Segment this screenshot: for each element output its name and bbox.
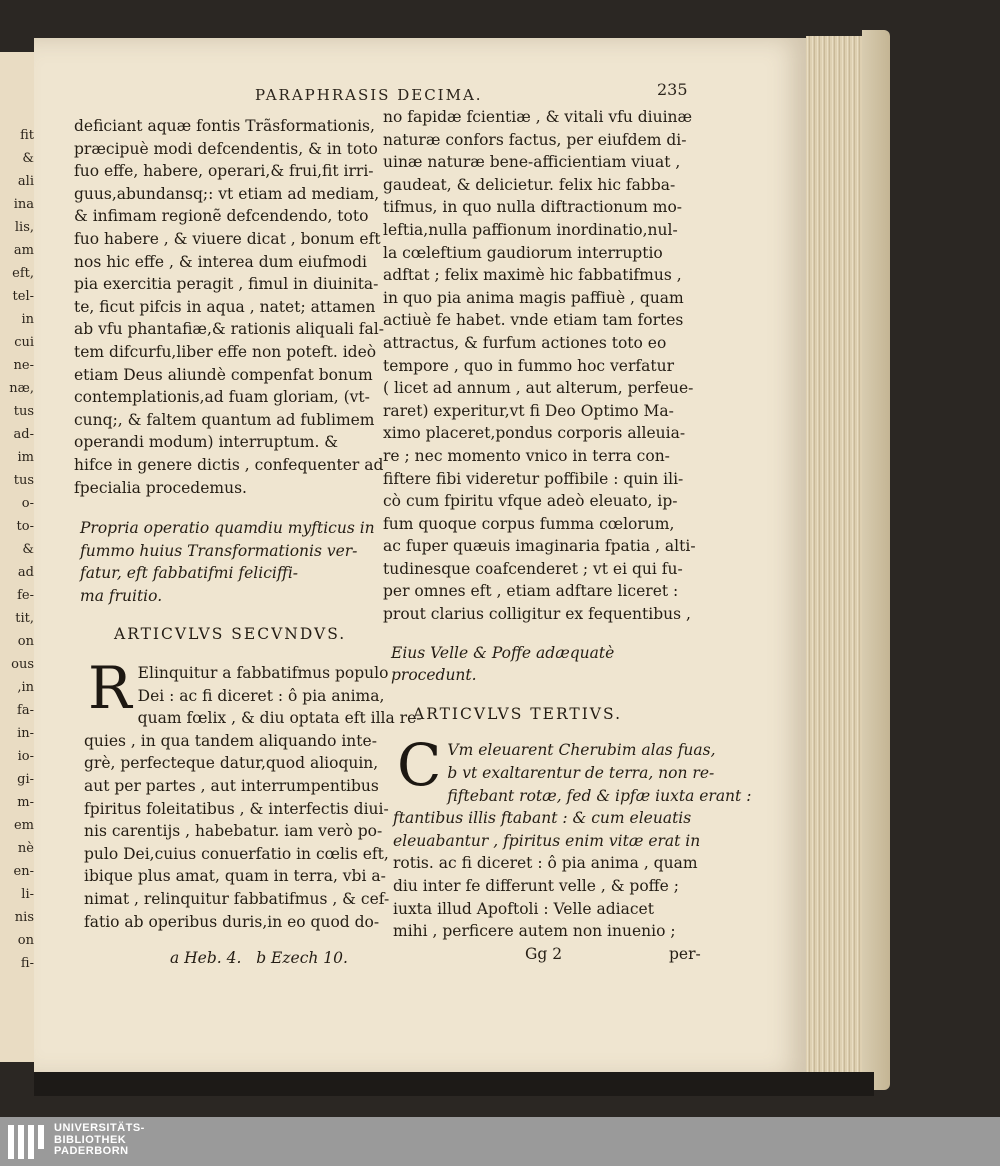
margin-fragment: tel- — [12, 289, 34, 304]
text-line: eleuabantur , fpiritus enim vitæ erat in — [393, 831, 701, 850]
text-line: quam fœlix , & diu optata eft illa re- — [137, 709, 422, 728]
drop-cap: C — [397, 731, 442, 800]
library-line-1: UNIVERSITÄTS- — [54, 1122, 145, 1134]
margin-fragment: & — [22, 542, 34, 557]
text-line: præcipuè modi defcendentis, & in toto — [74, 139, 378, 158]
text-line: b vt exaltarentur de terra, non re- — [447, 764, 715, 783]
book-cover-edge — [862, 30, 890, 1090]
text-line: & infimam regionẽ defcendendo, toto — [74, 207, 369, 226]
article-paragraph — [74, 654, 422, 933]
text-line: hifce in genere dictis , confequenter ad — [74, 455, 384, 474]
text-line: Dei : ac fi diceret : ô pia anima, — [137, 686, 385, 705]
signature-mark: Gg 2 — [525, 944, 563, 963]
text-line: attractus, & furfum actiones toto eo — [383, 333, 667, 352]
text-line: fum quoque corpus fumma cœlorum, — [383, 514, 675, 533]
text-line: nimat , relinquitur fabbatifmus , & cef- — [84, 890, 390, 908]
margin-fragment: on — [17, 933, 34, 948]
margin-fragment: fit — [20, 128, 34, 143]
text-line: re ; nec momento vnico in terra con- — [383, 446, 670, 465]
text-line: fummo huius Transformationis ver- — [80, 541, 358, 560]
text-line: etiam Deus aliundè compenfat bonum — [74, 365, 373, 384]
text-line: quies , in qua tandem aliquando inte- — [84, 731, 377, 750]
margin-fragment: ina — [13, 197, 34, 212]
running-header: PARAPHRASIS DECIMA. — [255, 86, 483, 104]
margin-fragment: fa- — [17, 703, 34, 718]
text-line: per omnes eft , etiam adftare liceret : — [383, 582, 679, 601]
margin-fragment: ous — [11, 657, 34, 672]
text-line: fiftebant rotæ, fed & ipfæ iuxta erant : — [447, 786, 752, 805]
margin-fragment: nis — [14, 910, 34, 925]
library-line-2: BIBLIOTHEK — [54, 1133, 127, 1146]
margin-fragment: in — [21, 312, 34, 327]
text-line: ac fuper quæuis imaginaria fpatia , alti- — [383, 537, 696, 556]
margin-fragment: im — [17, 450, 34, 465]
text-line: actiuè fe habet. vnde etiam tam fortes — [383, 311, 684, 330]
text-line: uinæ naturæ bene-afficientiam viuat , — [383, 153, 681, 172]
text-line: nis carentijs , habebatur. iam verò po- — [84, 822, 383, 841]
drop-cap: R — [88, 654, 132, 723]
catchword: per- — [669, 944, 701, 963]
article-paragraph — [383, 731, 752, 942]
margin-fragment: to- — [16, 519, 34, 534]
text-line: mihi , perficere autem non inuenio ; — [393, 922, 676, 941]
margin-fragment: nè — [17, 841, 34, 856]
text-line: Vm eleuarent Cherubim alas fuas, — [447, 741, 716, 760]
margin-fragment: m- — [17, 795, 34, 810]
text-line: aut per partes , aut interrumpentibus — [84, 777, 379, 796]
text-line: tudinesque coafcenderet ; vt ei qui fu- — [383, 559, 683, 578]
text-line: ab vfu phantafiæ,& rationis aliquali fal- — [74, 320, 384, 339]
margin-fragment: cui — [14, 335, 34, 350]
book-bottom-shadow — [34, 1072, 874, 1096]
margin-fragment: em — [13, 818, 34, 833]
text-line: deficiant aquæ fontis Trãsformationis, — [74, 117, 375, 135]
text-line: fatio ab operibus duris,in eo quod do- — [84, 912, 380, 931]
text-line: in quo pia anima magis paffiuè , quam — [383, 288, 684, 307]
text-line: diu inter fe differunt velle , & poffe ; — [393, 877, 680, 895]
page-edges — [806, 36, 866, 1076]
margin-fragment: tit, — [15, 611, 34, 626]
margin-fragment: ad- — [13, 427, 34, 442]
margin-fragment: io- — [17, 749, 34, 764]
text-line: tem difcurfu,liber effe non poteft. ideò — [74, 342, 377, 361]
margin-fragment: lis, — [14, 220, 34, 235]
library-line-3: PADERBORN — [54, 1145, 129, 1157]
article-title: ARTICVLVS SECVNDVS. — [114, 625, 347, 644]
margin-fragment: eft, — [12, 266, 34, 281]
text-line: fpiritus foleitatibus , & interfectis diui- — [84, 799, 389, 818]
text-line: rotis. ac fi diceret : ô pia anima , quam — [393, 854, 698, 873]
paragraph-text — [74, 115, 384, 499]
margin-fragment: & — [22, 151, 34, 166]
margin-fragment: ,in — [17, 680, 34, 695]
footnote: a Heb. 4. b Ezech 10. — [170, 949, 348, 968]
text-line: naturæ confors factus, per eiufdem di- — [383, 130, 687, 149]
text-line: pia exercitia peragit , fimul in diuinita- — [74, 275, 379, 294]
margin-fragment: ali — [17, 174, 34, 189]
text-line: contemplationis,ad fuam gloriam, (vt- — [74, 388, 370, 407]
text-line: tifmus, in quo nulla diftractionum mo- — [383, 198, 683, 217]
section-heading: Eius Velle & Poffe adæquatè procedunt. — [391, 643, 615, 685]
text-line: ma fruitio. — [80, 586, 163, 605]
margin-fragment: fe- — [17, 588, 34, 603]
margin-fragment: fi- — [20, 956, 34, 971]
text-line: ximo placeret,pondus corporis alleuia- — [383, 424, 686, 443]
library-logo-icon — [8, 1125, 46, 1159]
section-heading — [74, 517, 374, 607]
text-line: fpecialia procedemus. — [74, 478, 247, 497]
text-line: cò cum fpiritu vfque adeò eleuato, ip- — [383, 492, 678, 511]
text-line: fuo habere , & viuere dicat , bonum eft — [74, 229, 381, 248]
text-line: fiftere fibi videretur poffibile : quin ili- — [383, 469, 684, 488]
right-column — [383, 106, 752, 967]
margin-fragment: ad — [17, 565, 34, 580]
article-title: ARTICVLVS TERTIVS. — [413, 704, 622, 723]
library-footer — [0, 1117, 1000, 1166]
text-line: Elinquitur a fabbatifmus populo — [137, 664, 389, 683]
margin-fragment: in- — [17, 726, 34, 741]
text-line: la cœleftium gaudiorum interruptio — [383, 243, 663, 262]
text-line: gaudeat, & delicietur. felix hic fabba- — [383, 175, 676, 194]
text-line: iuxta illud Apoftoli : Velle adiacet — [393, 899, 654, 918]
text-line: adftat ; felix maximè hic fabbatifmus , — [383, 266, 682, 285]
margin-fragment: o- — [21, 496, 34, 511]
margin-fragment: en- — [13, 864, 34, 879]
margin-fragment: gi- — [17, 772, 34, 787]
text-line: guus,abundansq;: vt etiam ad mediam, — [74, 184, 380, 203]
text-line: prout clarius colligitur ex fequentibus , — [383, 605, 691, 624]
text-line: fatur, eft fabbatifmi feliciffi- — [80, 564, 299, 583]
text-line: fuo effe, habere, operari,& frui,fit irri- — [74, 162, 374, 181]
text-line: no fapidæ fcientiæ , & vitali vfu diuinæ — [383, 108, 693, 126]
page-number: 235 — [657, 80, 688, 99]
text-line: ftantibus illis ftabant : & cum eleuatis — [393, 809, 692, 828]
margin-fragment: næ, — [9, 381, 34, 396]
text-line: grè, perfecteque datur,quod alioquin, — [84, 754, 379, 773]
margin-fragment: li- — [21, 887, 34, 902]
text-line: leftia,nulla paffionum inordinatio,nul- — [383, 220, 678, 239]
text-line: cunq;, & faltem quantum ad fublimem — [74, 410, 375, 429]
text-line: ( licet ad annum , aut alterum, perfeue- — [383, 379, 694, 398]
margin-fragment: am — [13, 243, 34, 258]
margin-fragment: on — [17, 634, 34, 649]
margin-fragment: ne- — [13, 358, 34, 373]
text-line: ibique plus amat, quam in terra, vbi a- — [84, 867, 386, 886]
left-column — [74, 115, 422, 970]
text-line: pulo Dei,cuius conuerfatio in cœlis eft, — [84, 844, 389, 863]
paragraph-text — [383, 106, 701, 626]
margin-fragment: tus — [13, 404, 34, 419]
text-line: te, ficut pifcis in aqua , natet; attamen — [74, 297, 376, 316]
library-name — [54, 1123, 145, 1158]
text-line: tempore , quo in fummo hoc verfatur — [383, 356, 674, 375]
text-line: raret) experitur,vt fi Deo Optimo Ma- — [383, 401, 674, 420]
margin-fragment: tus — [13, 473, 34, 488]
text-line: nos hic effe , & interea dum eiufmodi — [74, 252, 367, 271]
text-line: Propria operatio quamdiu myfticus in — [80, 519, 375, 538]
text-line: operandi modum) interruptum. & — [74, 433, 339, 452]
left-page-edge — [0, 52, 36, 1062]
